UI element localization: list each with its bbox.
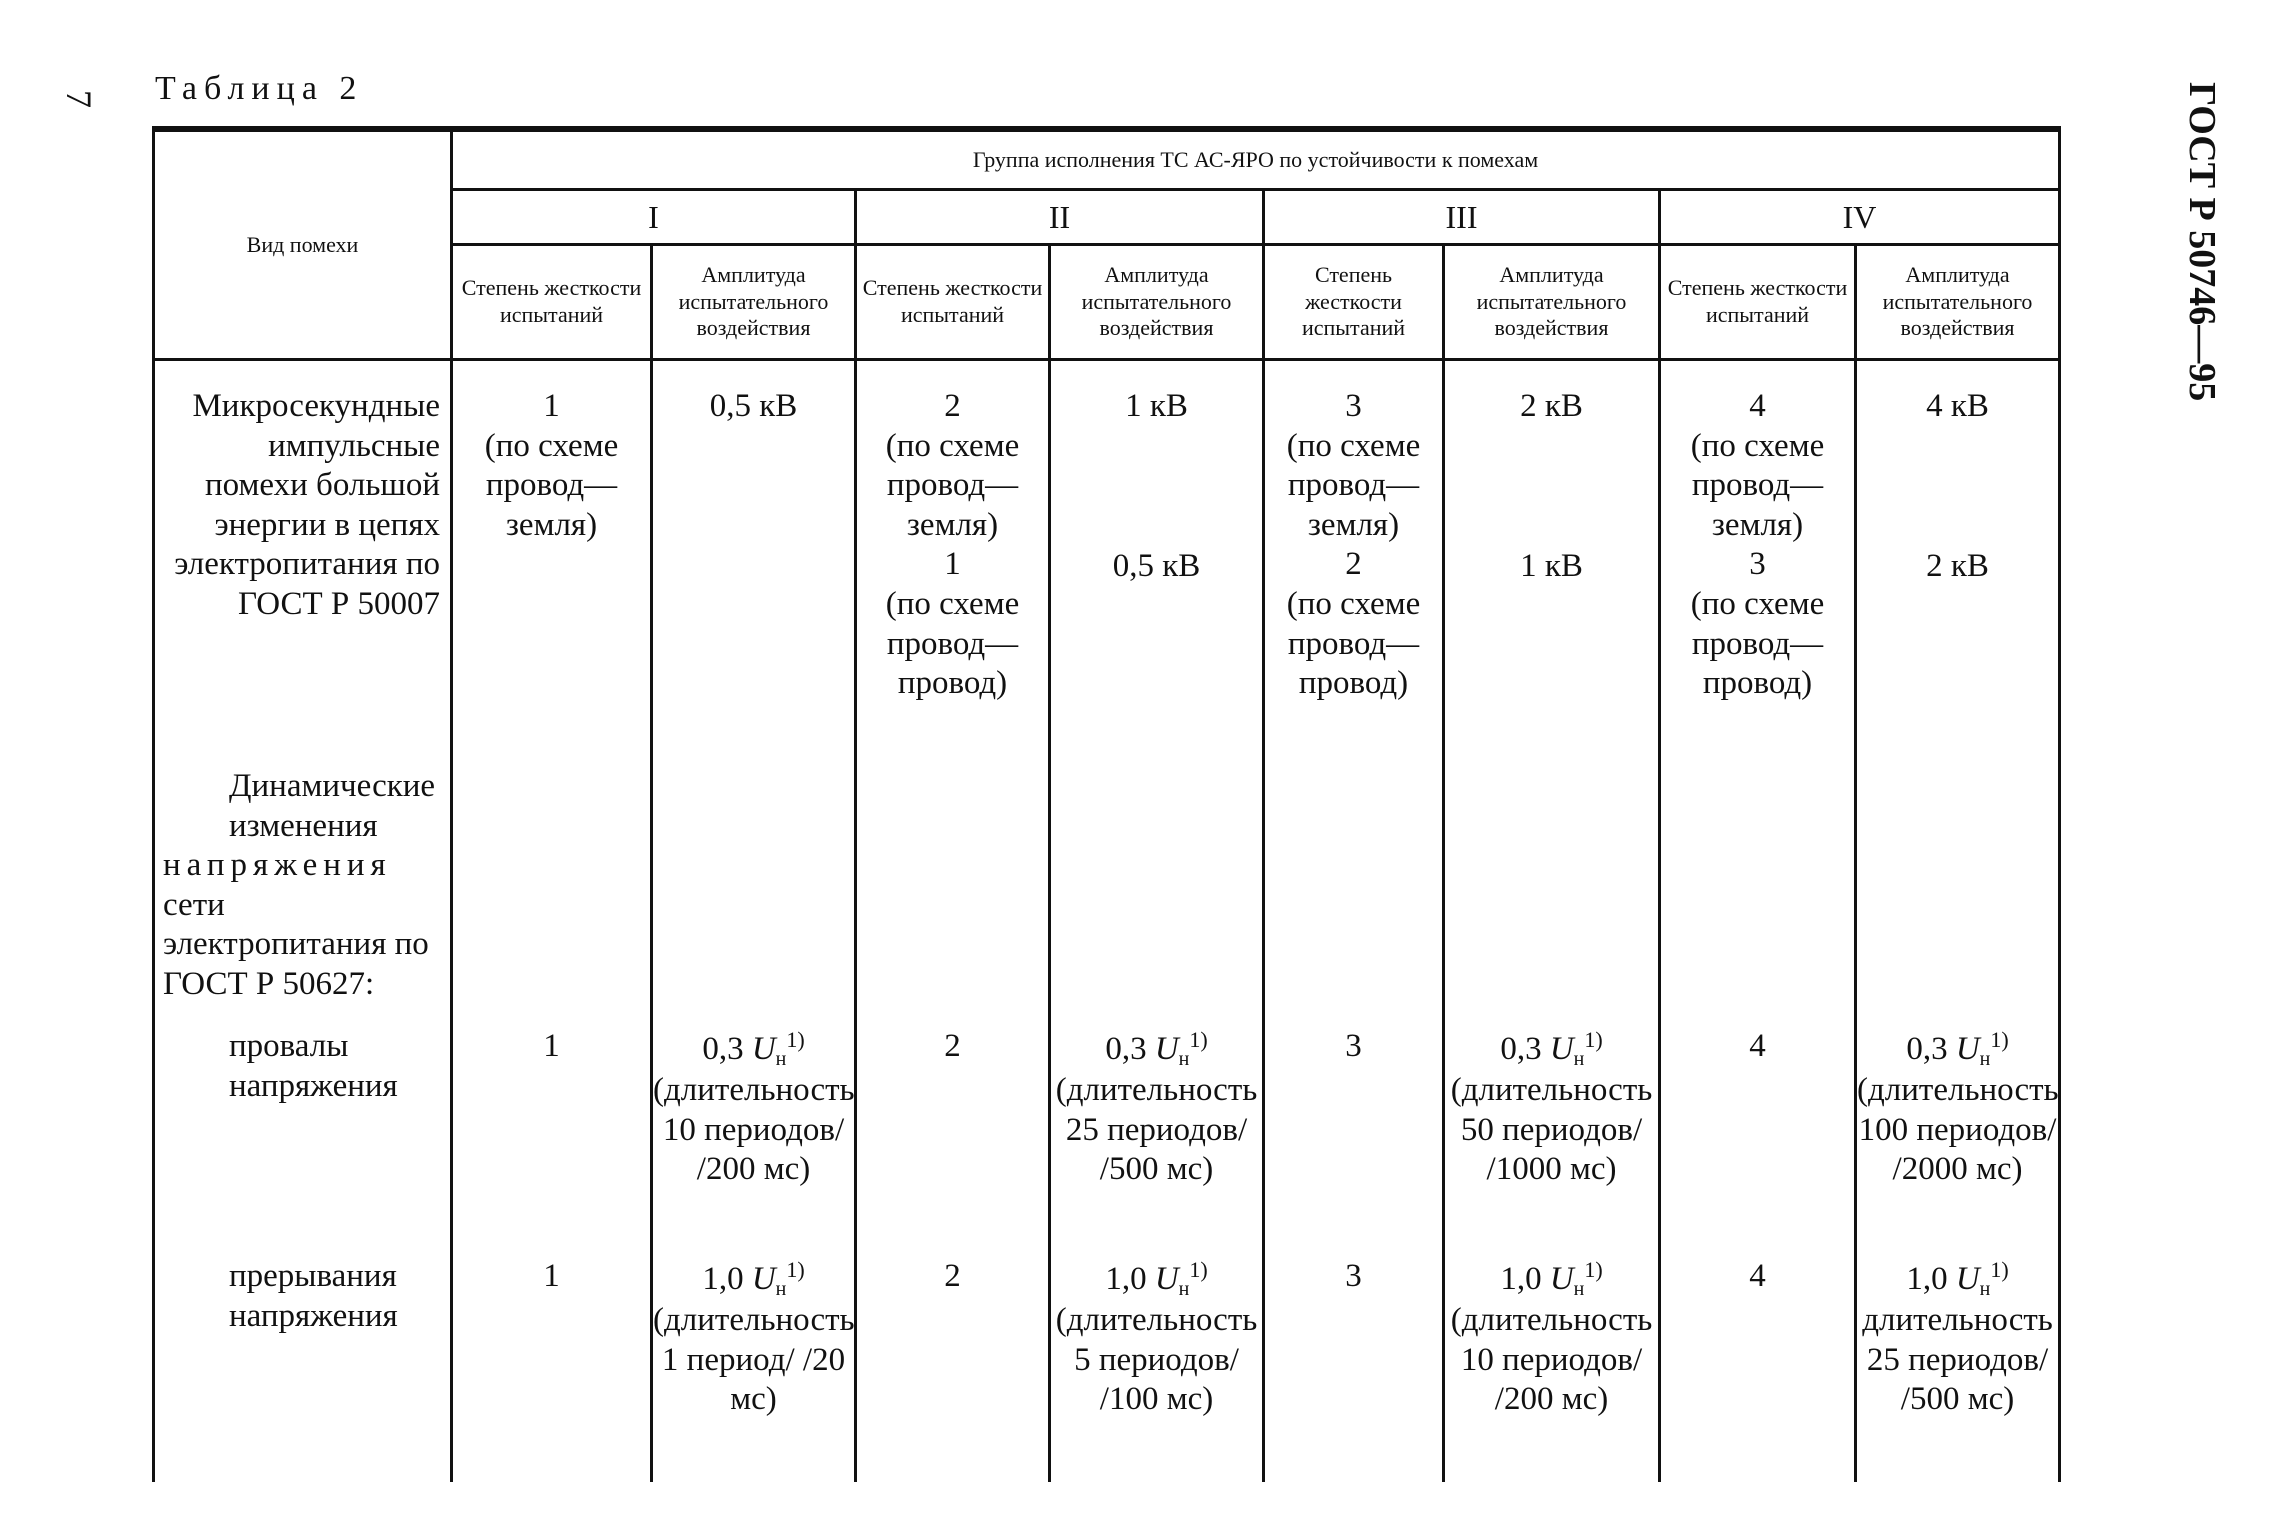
header-level-1: Степень жесткости испытаний bbox=[452, 245, 652, 360]
level-cell: 4 bbox=[1660, 1027, 1856, 1257]
amplitude-cell: 2 кВ 1 кВ bbox=[1444, 360, 1660, 768]
amplitude-cell: 0,3 $U_н^{1)}$ (длительность 50 периодов/ /1000 мс) bbox=[1444, 1027, 1660, 1257]
level-cell: 2 (по схеме провод—земля) 1 (по схеме провод—провод) bbox=[856, 360, 1050, 768]
gost-side-header: ГОСТ Р 50746—95 bbox=[2181, 82, 2223, 402]
header-group-1: I bbox=[452, 190, 856, 245]
header-amplitude-4: Амплитуда испытательного воздействия bbox=[1856, 245, 2060, 360]
row-type-label: Динамические изменения напряжения сети электропитания по ГОСТ Р 50627: bbox=[154, 767, 452, 1027]
level-cell: 1 (по схеме провод—земля) bbox=[452, 360, 652, 768]
amplitude-cell: 4 кВ 2 кВ bbox=[1856, 360, 2060, 768]
header-amplitude-3: Амплитуда испытательного воздействия bbox=[1444, 245, 1660, 360]
header-group-title: Группа исполнения ТС АС-ЯРО по устойчивости к помехам bbox=[452, 129, 2060, 190]
level-cell: 3 bbox=[1264, 1027, 1444, 1257]
header-group-4: IV bbox=[1660, 190, 2060, 245]
amplitude-cell: 0,3 $U_н^{1)}$ (длительность 10 периодов/ /200 мс) bbox=[652, 1027, 856, 1257]
amplitude-cell: 0,3 $U_н^{1)}$ (длительность 100 периодов/ /2000 мс) bbox=[1856, 1027, 2060, 1257]
header-group-2: II bbox=[856, 190, 1264, 245]
row-type-label: прерывания напряжения bbox=[154, 1257, 452, 1482]
level-cell: 1 bbox=[452, 1027, 652, 1257]
header-level-3: Степень жесткости испытаний bbox=[1264, 245, 1444, 360]
page-number: 7 bbox=[59, 90, 99, 108]
header-level-4: Степень жесткости испытаний bbox=[1660, 245, 1856, 360]
row-type-label: Микросекундные импульсные помехи большой энергии в цепях электропитания по ГОСТ Р 50007 bbox=[154, 360, 452, 768]
level-cell: 3 bbox=[1264, 1257, 1444, 1482]
header-amplitude-2: Амплитуда испытательного воздействия bbox=[1050, 245, 1264, 360]
amplitude-cell: 1,0 $U_н^{1)}$ (длительность 5 периодов/ /100 мс) bbox=[1050, 1257, 1264, 1482]
header-type-column: Вид помехи bbox=[154, 129, 452, 360]
table-row bbox=[154, 360, 2060, 768]
level-cell: 3 (по схеме провод—земля) 2 (по схеме провод—провод) bbox=[1264, 360, 1444, 768]
table-row bbox=[154, 1027, 2060, 1257]
level-cell: 2 bbox=[856, 1027, 1050, 1257]
amplitude-cell: 1,0 $U_н^{1)}$ (длительность 10 периодов/ /200 мс) bbox=[1444, 1257, 1660, 1482]
amplitude-cell: 1,0 $U_н^{1)}$ длительность 25 периодов/ /500 мс) bbox=[1856, 1257, 2060, 1482]
level-cell: 1 bbox=[452, 1257, 652, 1482]
amplitude-cell: 0,3 $U_н^{1)}$ (длительность 25 периодов/ /500 мс) bbox=[1050, 1027, 1264, 1257]
level-cell: 4 bbox=[1660, 1257, 1856, 1482]
amplitude-cell: 1,0 $U_н^{1)}$ (длительность 1 период/ /20 мс) bbox=[652, 1257, 856, 1482]
table-row bbox=[154, 767, 2060, 1027]
amplitude-cell: 1 кВ 0,5 кВ bbox=[1050, 360, 1264, 768]
table-caption: Таблица 2 bbox=[155, 70, 364, 107]
header-level-2: Степень жесткости испытаний bbox=[856, 245, 1050, 360]
header-group-3: III bbox=[1264, 190, 1660, 245]
amplitude-cell: 0,5 кВ bbox=[652, 360, 856, 768]
interference-table bbox=[152, 126, 2061, 1482]
row-type-label: провалы напряжения bbox=[154, 1027, 452, 1257]
header-amplitude-1: Амплитуда испытательного воздействия bbox=[652, 245, 856, 360]
level-cell: 4 (по схеме провод—земля) 3 (по схеме провод—провод) bbox=[1660, 360, 1856, 768]
table-row bbox=[154, 1257, 2060, 1482]
level-cell: 2 bbox=[856, 1257, 1050, 1482]
